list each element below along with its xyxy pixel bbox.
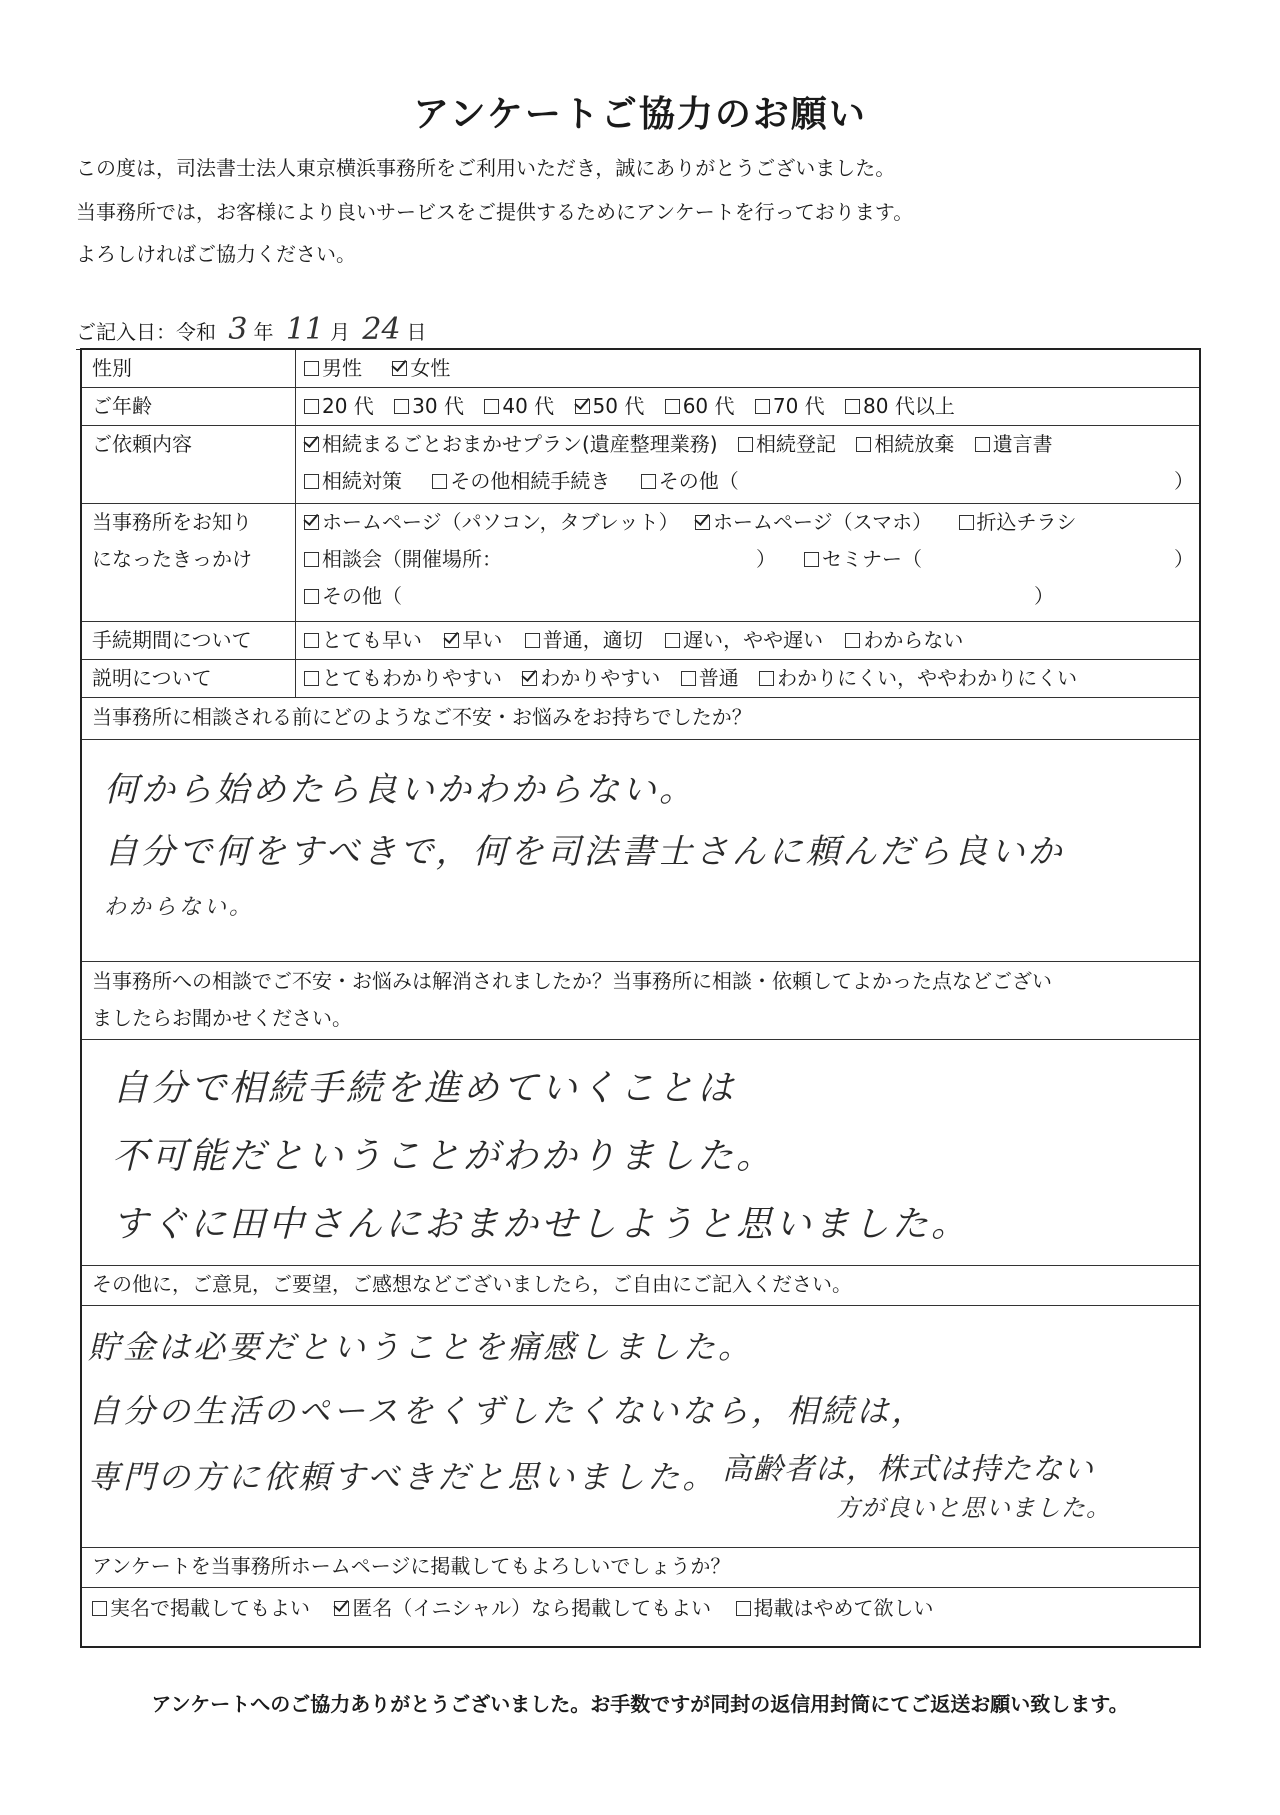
q1-question: 当事務所に相談される前にどのようなご不安・お悩みをお持ちでしたか？: [82, 698, 1199, 740]
request-other-option[interactable]: その他（: [641, 463, 739, 500]
period-label: 手続期間について: [82, 622, 296, 659]
q2-answer-line-1: 自分で相続手続を進めていくことは: [112, 1068, 737, 1109]
gender-female-option[interactable]: 女性: [392, 350, 450, 387]
q1-answer-line-3: わからない。: [104, 895, 255, 920]
q1-answer-line-2: 自分で何をすべきで，何を司法書士さんに頼んだら良いか: [104, 832, 1065, 872]
q3-answer[interactable]: [82, 1306, 1199, 1548]
age-70-option[interactable]: 70 代: [755, 388, 825, 425]
q2-question: 当事務所への相談でご不安・お悩みは解消されましたか？当事務所に相談・依頼してよかった点などござい ましたらお聞かせください。: [82, 962, 1199, 1040]
explain-label: 説明について: [82, 660, 296, 697]
gender-male-option[interactable]: 男性: [304, 350, 362, 387]
q2-answer-line-3: すぐに田中さんにおまかせしようと思いました。: [112, 1204, 971, 1245]
period-row: [82, 622, 1199, 660]
period-slow-option[interactable]: 遅い，やや遅い: [665, 622, 823, 659]
intro-line-3: よろしければご協力ください。: [76, 242, 356, 266]
request-renounce-option[interactable]: 相続放棄: [856, 426, 954, 463]
request-other-close: ）: [1174, 469, 1194, 493]
q3-answer-line-5: 方が良いと思いました。: [836, 1494, 1111, 1522]
intro-line-1: この度は，司法書士法人東京横浜事務所をご利用いただき，誠にありがとうございました。: [76, 156, 896, 180]
q1-answer-line-1: 何から始めたら良いかわからない。: [104, 770, 696, 810]
period-unknown-option[interactable]: わからない: [845, 622, 963, 659]
date-month-unit: 月: [330, 320, 350, 344]
age-20-option[interactable]: 20 代: [304, 388, 374, 425]
gender-label: 性別: [82, 350, 296, 387]
explain-very-easy-option[interactable]: とてもわかりやすい: [304, 660, 502, 697]
date-day-unit: 日: [406, 320, 427, 344]
age-row: [82, 388, 1199, 426]
date-label: ご記入日：令和: [76, 320, 216, 344]
intro-line-2: 当事務所では，お客様により良いサービスをご提供するためにアンケートを行っております。: [76, 200, 914, 224]
trigger-label: 当事務所をお知り になったきっかけ: [82, 504, 296, 621]
page-title: アンケートご協力のお願い: [413, 94, 867, 135]
age-40-option[interactable]: 40 代: [484, 388, 554, 425]
publish-question: アンケートを当事務所ホームページに掲載してもよろしいでしょうか？: [82, 1548, 1199, 1588]
trigger-other-option[interactable]: その他（: [304, 578, 402, 615]
publish-real-name-option[interactable]: 実名で掲載してもよい: [92, 1590, 310, 1627]
publish-anonymous-option[interactable]: 匿名（イニシャル）なら掲載してもよい: [334, 1590, 711, 1627]
publish-options: [82, 1588, 1199, 1629]
date-year: 3: [228, 312, 248, 347]
q3-answer-line-3: 専門の方に依頼すべきだと思いました。: [88, 1458, 718, 1496]
trigger-venue-close: ）: [756, 547, 776, 571]
explain-row: [82, 660, 1199, 698]
trigger-seminar-option[interactable]: セミナー（: [804, 541, 922, 578]
date-day: 24: [362, 312, 401, 347]
period-very-fast-option[interactable]: とても早い: [304, 622, 422, 659]
q3-answer-line-2: 自分の生活のペースをくずしたくないなら，相続は，: [88, 1392, 927, 1430]
age-50-option[interactable]: 50 代: [575, 388, 645, 425]
request-other-procedures-option[interactable]: その他相続手続き: [432, 463, 610, 500]
gender-row: [82, 350, 1199, 388]
footer-note: アンケートへのご協力ありがとうございました。お手数ですが同封の返信用封筒にてご返送お願い致します。: [151, 1692, 1129, 1716]
q3-answer-line-4: 高齢者は，株式は持たない: [722, 1452, 1094, 1487]
checkbox-checked[interactable]: [392, 361, 407, 376]
date-year-unit: 年: [253, 320, 274, 344]
age-80-option[interactable]: 80 代以上: [845, 388, 955, 425]
age-60-option[interactable]: 60 代: [665, 388, 735, 425]
period-normal-option[interactable]: 普通，適切: [525, 622, 643, 659]
request-measures-option[interactable]: 相続対策: [304, 463, 402, 500]
q1-answer[interactable]: [82, 740, 1199, 962]
trigger-homepage-pc-option[interactable]: ホームページ（パソコン，タブレット）: [304, 504, 679, 541]
explain-hard-option[interactable]: わかりにくい，ややわかりにくい: [759, 660, 1077, 697]
q2-answer[interactable]: [82, 1040, 1199, 1266]
trigger-homepage-phone-option[interactable]: ホームページ（スマホ）: [695, 504, 932, 541]
date-month: 11: [285, 312, 324, 347]
q2-answer-line-2: 不可能だということがわかりました。: [112, 1136, 776, 1177]
q3-question: その他に，ご意見，ご要望，ご感想などございましたら，ご自由にご記入ください。: [82, 1266, 1199, 1306]
trigger-seminar-venue-option[interactable]: 相談会（開催場所：: [304, 541, 502, 578]
date-field: [76, 312, 431, 350]
checkbox[interactable]: [304, 361, 319, 376]
trigger-flyer-option[interactable]: 折込チラシ: [959, 504, 1077, 541]
trigger-other-close: ）: [1034, 584, 1054, 608]
request-label: ご依頼内容: [82, 426, 296, 503]
explain-normal-option[interactable]: 普通: [681, 660, 739, 697]
publish-no-option[interactable]: 掲載はやめて欲しい: [736, 1590, 934, 1627]
age-30-option[interactable]: 30 代: [394, 388, 464, 425]
survey-form: [80, 348, 1201, 1648]
explain-easy-option[interactable]: わかりやすい: [522, 660, 660, 697]
request-registration-option[interactable]: 相続登記: [738, 426, 836, 463]
request-row: [82, 426, 1199, 504]
period-fast-option[interactable]: 早い: [444, 622, 502, 659]
q3-answer-line-1: 貯金は必要だということを痛感しました。: [88, 1328, 754, 1366]
trigger-seminar-close: ）: [1174, 547, 1194, 571]
age-label: ご年齢: [82, 388, 296, 425]
request-plan-option[interactable]: 相続まるごとおまかせプラン(遺産整理業務): [304, 426, 718, 463]
trigger-row: [82, 504, 1199, 622]
request-will-option[interactable]: 遺言書: [975, 426, 1053, 463]
